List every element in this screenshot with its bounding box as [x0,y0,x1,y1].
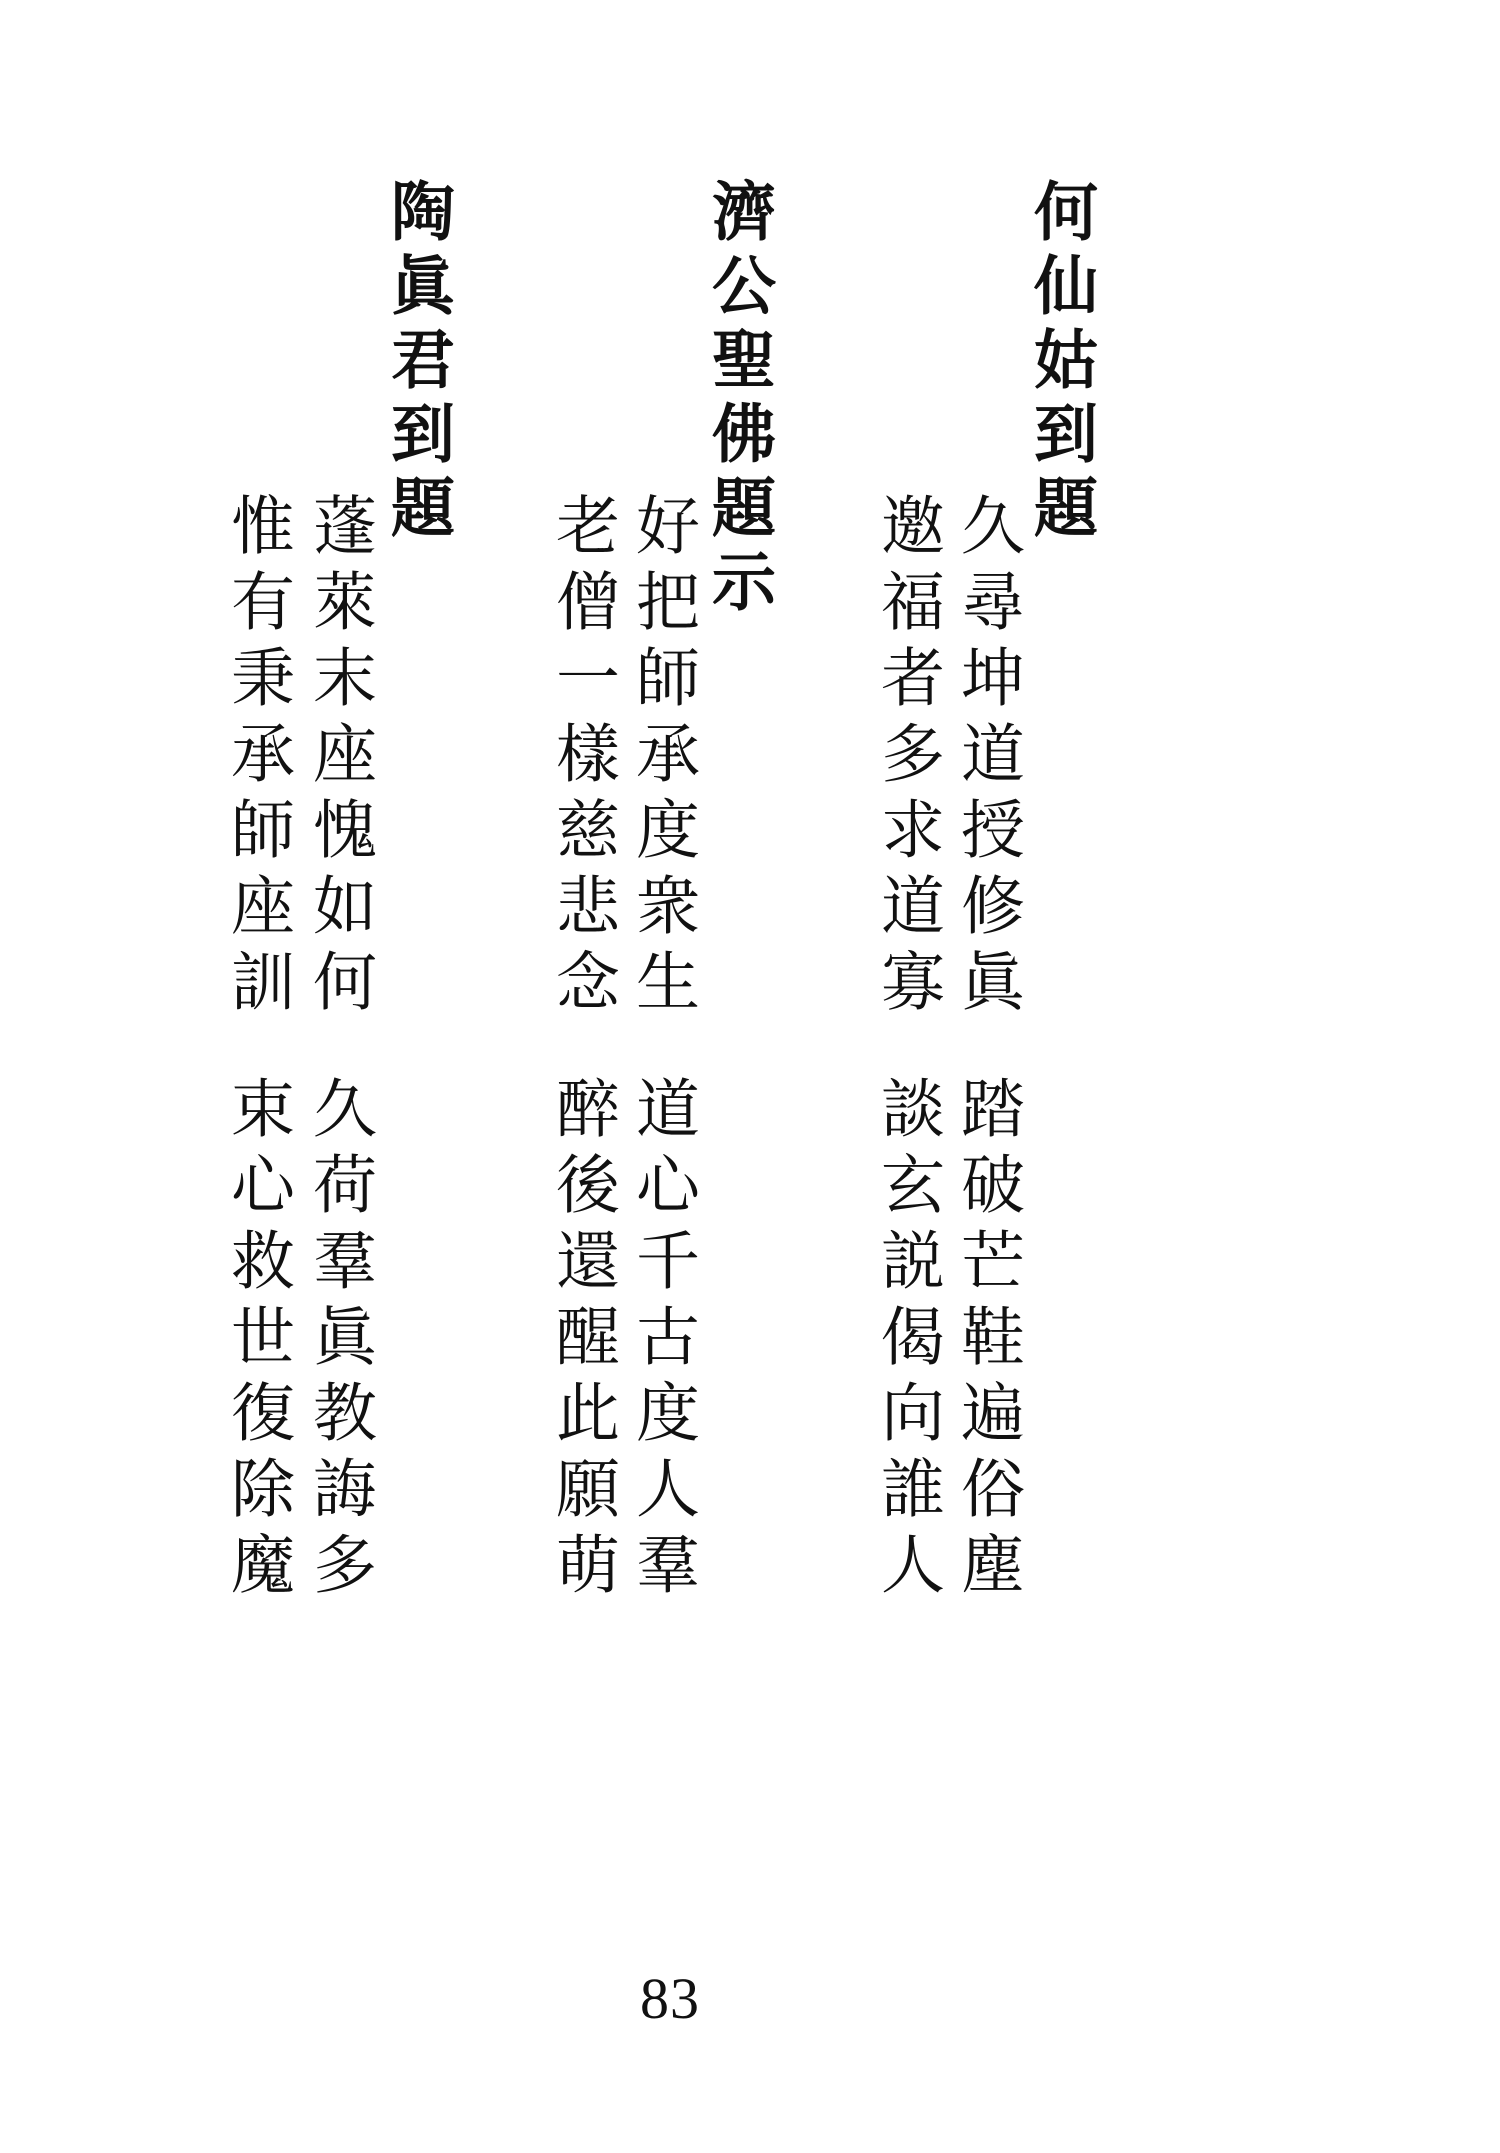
verse-line: 道心千古度人羣 [625,1075,699,1607]
verse-line: 束心救世復除魔 [220,1075,294,1607]
verse-line: 惟有秉承師座訓 [220,492,294,1024]
verse-line: 踏破芒鞋遍俗塵 [950,1075,1024,1607]
verse-line: 邀福者多求道寡 [870,492,944,1024]
verse-line: 醉後還醒此願萌 [545,1075,619,1607]
verse-line: 久荷羣眞教誨多 [302,1075,376,1607]
verse-line: 蓬萊末座愧如何 [302,492,376,1024]
verse-line: 久尋坤道授修眞 [950,492,1024,1024]
page-number: 83 [640,1966,700,2031]
section-title-tao-zhenjun: 陶眞君到題 [380,178,454,548]
verse-line: 談玄説偈向誰人 [870,1075,944,1607]
verse-line: 老僧一樣慈悲念 [545,492,619,1024]
section-title-jigong: 濟公聖佛題示 [701,178,775,622]
verse-line: 好把師承度衆生 [625,492,699,1024]
section-title-he-xiangu: 何仙姑到題 [1023,178,1097,548]
